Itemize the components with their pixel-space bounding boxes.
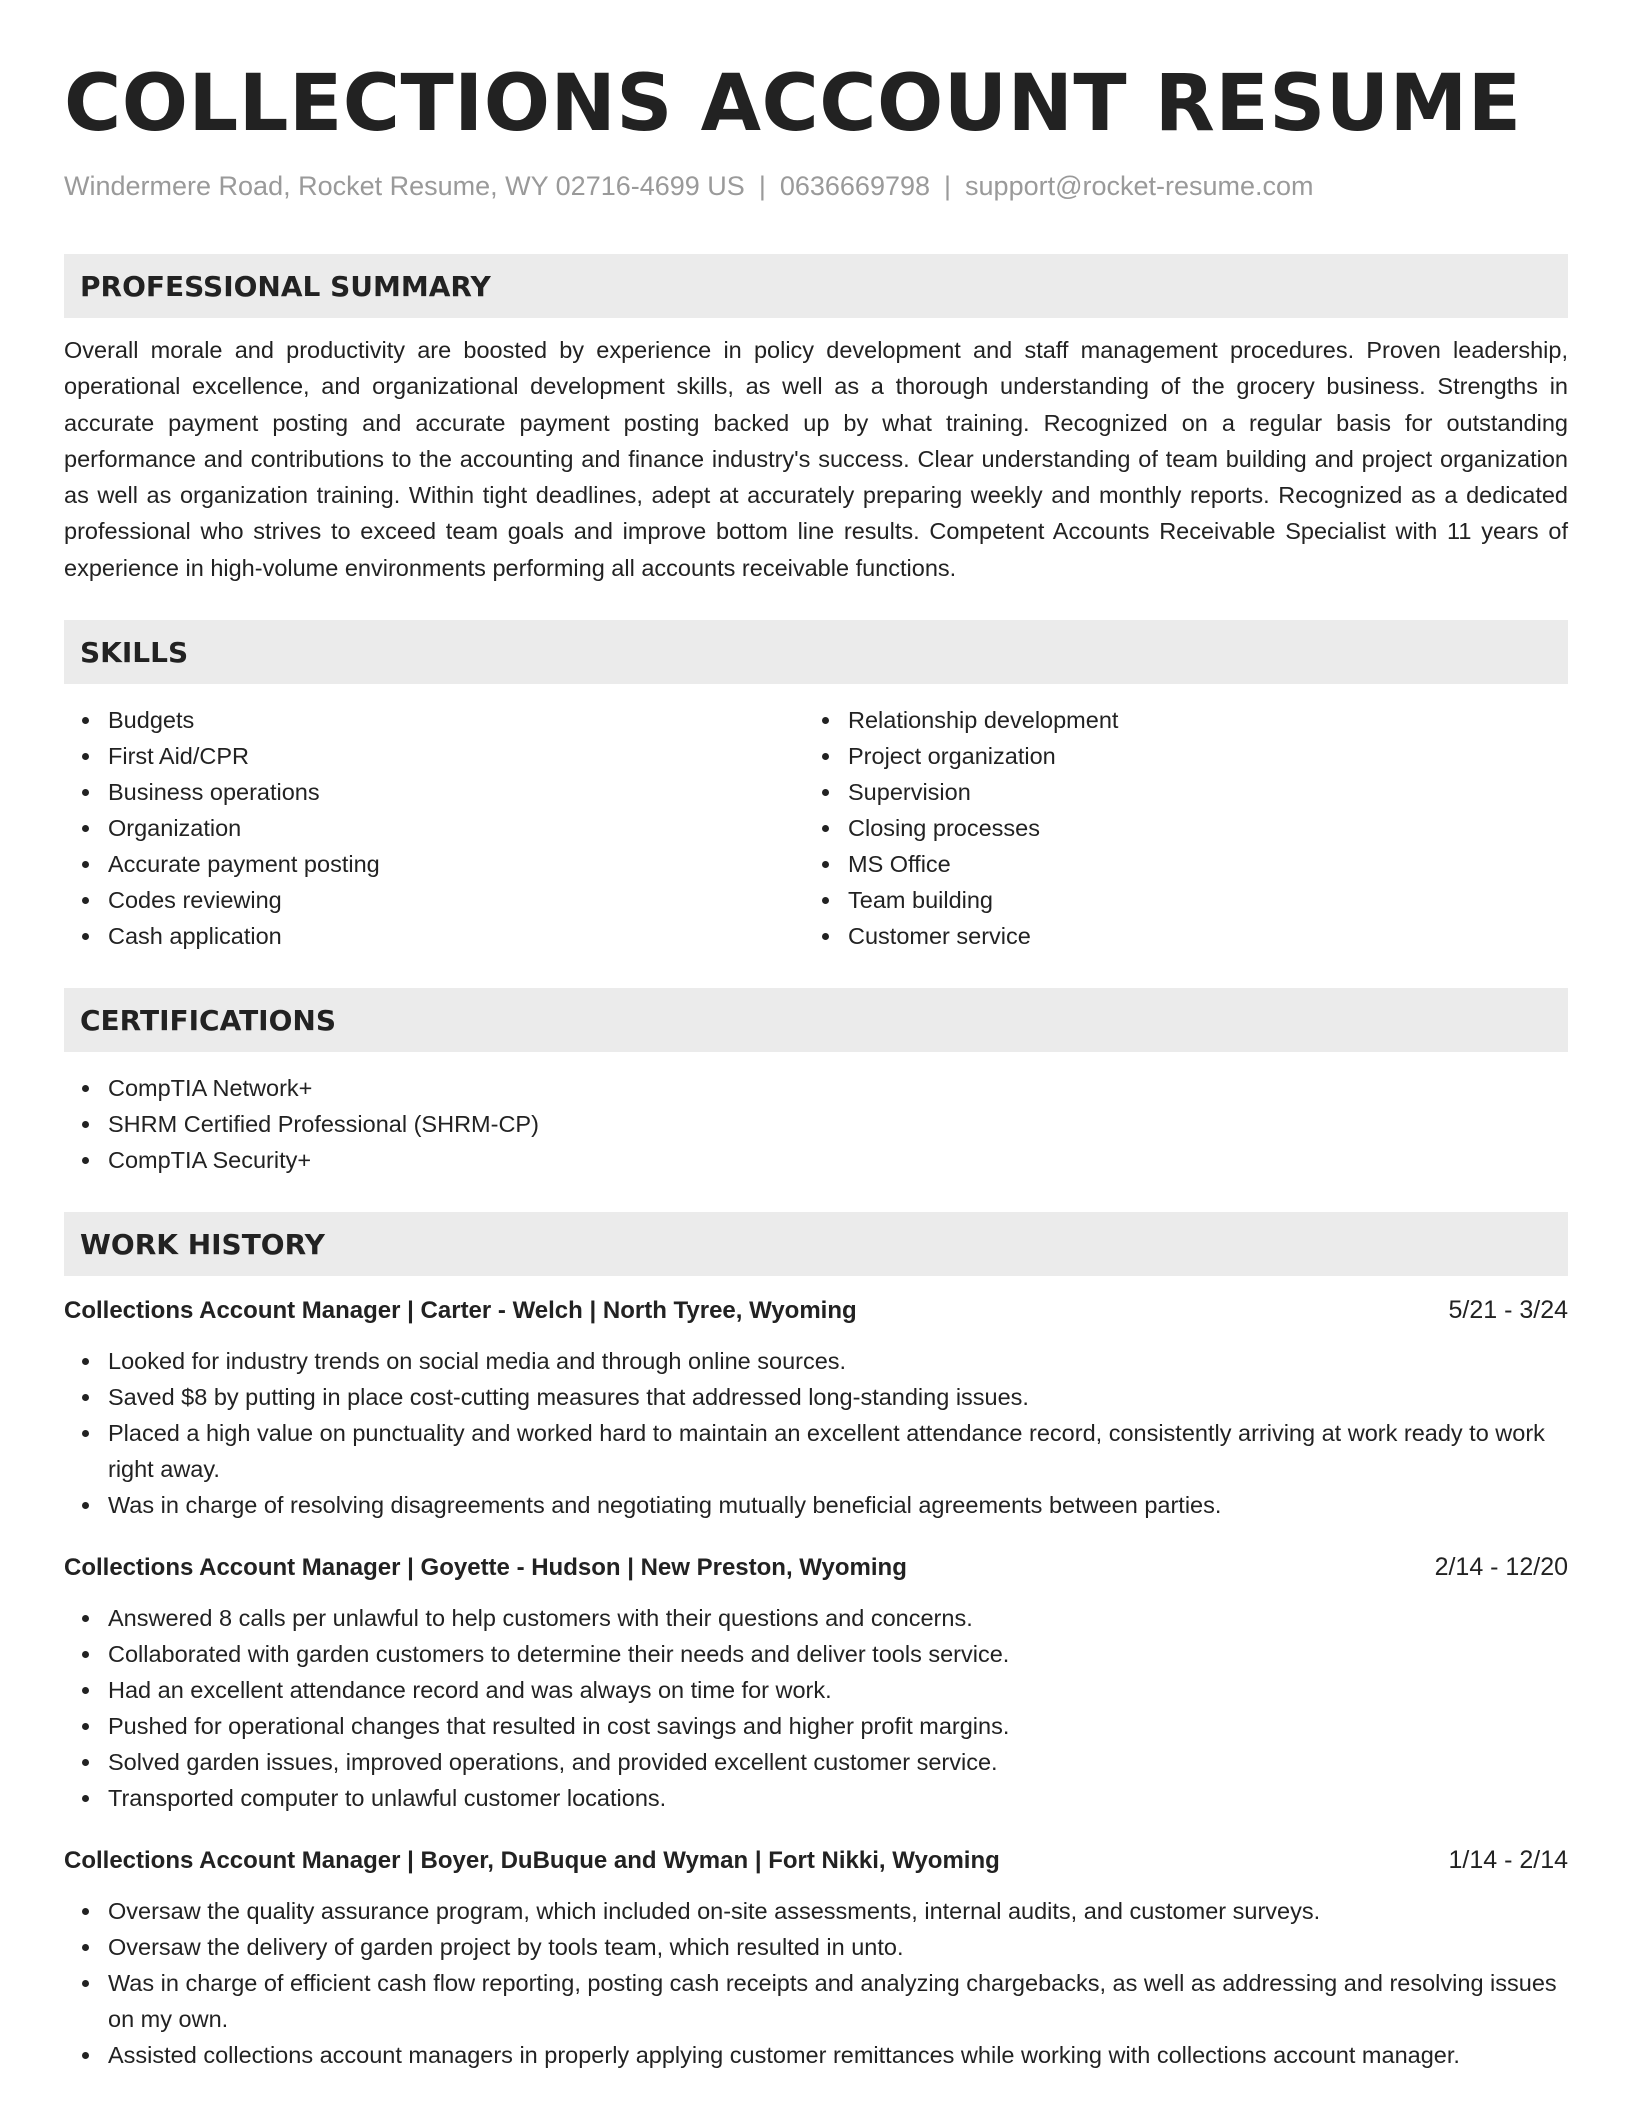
certifications-heading: CERTIFICATIONS — [64, 988, 1568, 1052]
skill-item: Organization — [108, 810, 804, 846]
job-bullet: Oversaw the quality assurance program, which included on-site assessments, internal audits, and customer surveys. — [108, 1893, 1568, 1929]
skill-item: Closing processes — [848, 810, 1544, 846]
skills-heading: SKILLS — [64, 620, 1568, 684]
job-bullets — [64, 1600, 1568, 1816]
job-dates: 1/14 - 2/14 — [1448, 1846, 1568, 1875]
contact-email: support@rocket-resume.com — [965, 171, 1314, 201]
job-entry — [64, 1292, 1568, 1523]
work-history-heading: WORK HISTORY — [64, 1212, 1568, 1276]
job-dates: 2/14 - 12/20 — [1434, 1553, 1568, 1582]
contact-line — [64, 168, 1568, 204]
certifications-list — [64, 1070, 1568, 1178]
certification-item: CompTIA Network+ — [108, 1070, 1568, 1106]
skill-item: Cash application — [108, 918, 804, 954]
contact-separator: | — [758, 171, 766, 201]
job-bullets — [64, 1893, 1568, 2073]
job-header — [64, 1549, 1568, 1586]
job-bullets — [64, 1343, 1568, 1523]
job-bullet: Had an excellent attendance record and was always on time for work. — [108, 1672, 1568, 1708]
job-bullet: Placed a high value on punctuality and worked hard to maintain an excellent attendance record, consistently arriving at work ready to work right away. — [108, 1415, 1568, 1487]
job-bullet: Pushed for operational changes that resulted in cost savings and higher profit margins. — [108, 1708, 1568, 1744]
skill-item: MS Office — [848, 846, 1544, 882]
contact-address: Windermere Road, Rocket Resume, WY 02716-4699 US — [64, 171, 745, 201]
certification-item: CompTIA Security+ — [108, 1142, 1568, 1178]
skill-item: Supervision — [848, 774, 1544, 810]
job-bullet: Was in charge of efficient cash flow reporting, posting cash receipts and analyzing chargebacks, as well as addressing and resolving issues on my own. — [108, 1965, 1568, 2037]
job-entry — [64, 1842, 1568, 2073]
skill-item: Budgets — [108, 702, 804, 738]
job-bullet: Collaborated with garden customers to determine their needs and deliver tools service. — [108, 1636, 1568, 1672]
job-bullet: Saved $8 by putting in place cost-cutting measures that addressed long-standing issues. — [108, 1379, 1568, 1415]
skill-item: Relationship development — [848, 702, 1544, 738]
contact-phone: 0636669798 — [779, 171, 931, 201]
job-bullet: Answered 8 calls per unlawful to help customers with their questions and concerns. — [108, 1600, 1568, 1636]
job-bullet: Looked for industry trends on social media and through online sources. — [108, 1343, 1568, 1379]
skills-column-right — [804, 702, 1544, 954]
job-title: Collections Account Manager | Boyer, DuBuque and Wyman | Fort Nikki, Wyoming — [64, 1847, 1000, 1875]
skills-column-left — [64, 702, 804, 954]
job-header — [64, 1842, 1568, 1879]
job-title: Collections Account Manager | Goyette - Hudson | New Preston, Wyoming — [64, 1554, 907, 1582]
job-header — [64, 1292, 1568, 1329]
skill-item: Project organization — [848, 738, 1544, 774]
certification-item: SHRM Certified Professional (SHRM-CP) — [108, 1106, 1568, 1142]
job-title: Collections Account Manager | Carter - Welch | North Tyree, Wyoming — [64, 1297, 857, 1325]
skill-item: Accurate payment posting — [108, 846, 804, 882]
job-bullet: Oversaw the delivery of garden project by tools team, which resulted in unto. — [108, 1929, 1568, 1965]
resume-title: COLLECTIONS ACCOUNT RESUME — [64, 59, 1522, 149]
job-entry — [64, 1549, 1568, 1816]
job-bullet: Assisted collections account managers in properly applying customer remittances while working with collections account manager. — [108, 2037, 1568, 2073]
summary-heading: PROFESSIONAL SUMMARY — [64, 254, 1568, 318]
job-bullet: Solved garden issues, improved operations, and provided excellent customer service. — [108, 1744, 1568, 1780]
skill-item: Business operations — [108, 774, 804, 810]
skill-item: Customer service — [848, 918, 1544, 954]
skill-item: Team building — [848, 882, 1544, 918]
skill-item: First Aid/CPR — [108, 738, 804, 774]
summary-text: Overall morale and productivity are boosted by experience in policy development and staff management procedures. Proven leadership, operational excellence, and organizational development skills, as well as a thorough understanding of the grocery business. Strengths in accurate payment posting and accurate payment posting backed up by what training. Recognized on a regular basis for outstanding performance and contributions to the accounting and finance industry's success. Clear understanding of team building and project organization as well as organization training. Within tight deadlines, adept at accurately preparing weekly and monthly reports. Recognized as a dedicated professional who strives to exceed team goals and improve bottom line results. Competent Accounts Receivable Specialist with 11 years of experience in high-volume environments performing all accounts receivable functions. — [64, 337, 1568, 581]
job-bullet: Transported computer to unlawful customer locations. — [108, 1780, 1568, 1816]
job-bullet: Was in charge of resolving disagreements and negotiating mutually beneficial agreements between parties. — [108, 1487, 1568, 1523]
contact-separator: | — [944, 171, 952, 201]
skills-list — [64, 702, 1568, 954]
job-dates: 5/21 - 3/24 — [1448, 1296, 1568, 1325]
skill-item: Codes reviewing — [108, 882, 804, 918]
